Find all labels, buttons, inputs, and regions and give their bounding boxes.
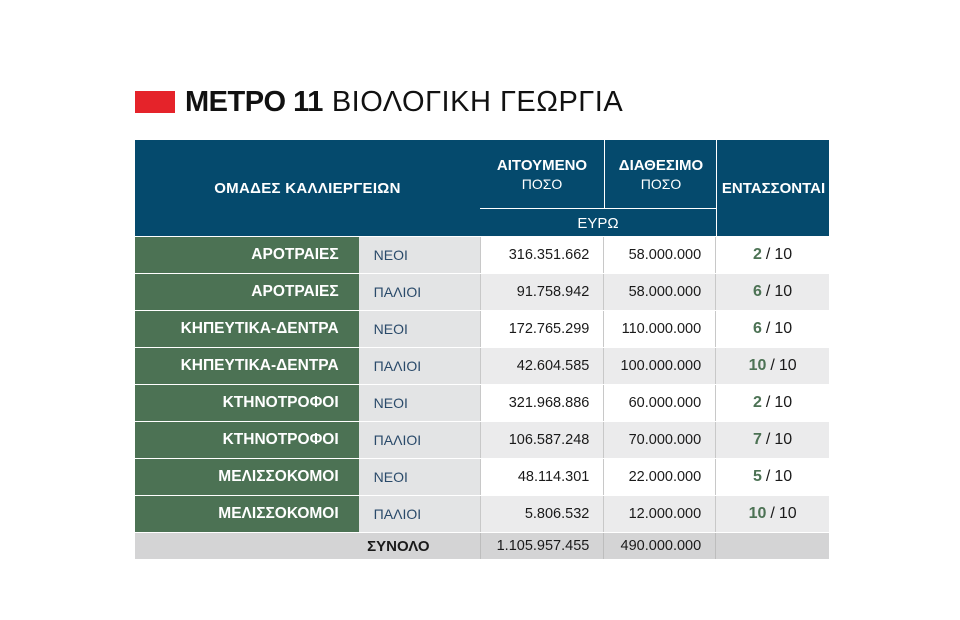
page-title <box>135 82 623 122</box>
cell-included <box>715 422 829 458</box>
included-count: 2 <box>753 394 762 411</box>
cell-available: 70.000.000 <box>603 422 715 458</box>
title-subject: ΒΙΟΛΟΓΙΚΗ ΓΕΩΡΓΙΑ <box>331 85 624 118</box>
table-row <box>135 422 829 458</box>
total-available: 490.000.000 <box>603 533 715 559</box>
header-included: ΕΝΤΑΣΣΟΝΤΑΙ <box>716 140 830 236</box>
included-count: 2 <box>753 246 762 263</box>
cell-group: ΚΗΠΕΥΤΙΚΑ-ΔΕΝΤΡΑ <box>135 348 359 384</box>
included-count: 6 <box>753 283 762 300</box>
cell-available: 12.000.000 <box>603 496 715 532</box>
table-row <box>135 311 829 347</box>
header-available-line2: ΠΟΣΟ <box>640 175 682 192</box>
cell-requested: 106.587.248 <box>480 422 604 458</box>
included-count: 10 <box>748 505 767 522</box>
cell-group: ΑΡΟΤΡΑΙΕΣ <box>135 237 359 273</box>
included-count: 10 <box>748 357 767 374</box>
total-row <box>135 533 829 559</box>
cell-included <box>715 348 829 384</box>
table-row <box>135 385 829 421</box>
header-requested-line1: ΑΙΤΟΥΜΕΝΟ <box>496 156 588 174</box>
included-count: 5 <box>753 468 762 485</box>
table-row <box>135 274 829 310</box>
cell-included <box>715 311 829 347</box>
cell-type: ΝΕΟΙ <box>359 385 480 421</box>
included-count: 6 <box>753 320 762 337</box>
cell-group: ΚΤΗΝΟΤΡΟΦΟΙ <box>135 385 359 421</box>
included-total: 10 <box>774 320 793 337</box>
cell-included <box>715 459 829 495</box>
table-row <box>135 459 829 495</box>
included-separator: / <box>765 320 771 337</box>
included-count: 7 <box>753 431 762 448</box>
cell-included <box>715 385 829 421</box>
cell-available: 100.000.000 <box>603 348 715 384</box>
included-total: 10 <box>774 394 793 411</box>
cell-group: ΑΡΟΤΡΑΙΕΣ <box>135 274 359 310</box>
included-separator: / <box>765 468 771 485</box>
included-separator: / <box>765 431 771 448</box>
included-separator: / <box>770 357 775 374</box>
header-available <box>604 140 717 208</box>
cell-available: 60.000.000 <box>603 385 715 421</box>
cell-type: ΠΑΛΙΟΙ <box>359 496 480 532</box>
cell-requested: 321.968.886 <box>480 385 604 421</box>
table-row <box>135 348 829 384</box>
cell-available: 22.000.000 <box>603 459 715 495</box>
title-measure: ΜΕΤΡΟ 11 <box>185 85 323 118</box>
cell-included <box>715 237 829 273</box>
included-total: 10 <box>774 246 793 263</box>
cell-available: 58.000.000 <box>603 237 715 273</box>
data-table <box>135 140 829 559</box>
cell-requested: 91.758.942 <box>480 274 604 310</box>
header-requested <box>480 140 604 208</box>
table-header <box>135 140 829 236</box>
cell-available: 110.000.000 <box>603 311 715 347</box>
cell-group: ΜΕΛΙΣΣΟΚΟΜΟΙ <box>135 496 359 532</box>
cell-included <box>715 496 829 532</box>
cell-group: ΜΕΛΙΣΣΟΚΟΜΟΙ <box>135 459 359 495</box>
title-accent-block <box>135 91 175 113</box>
included-total: 10 <box>774 468 793 485</box>
included-total: 10 <box>778 357 797 374</box>
cell-requested: 316.351.662 <box>480 237 604 273</box>
cell-group: ΚΗΠΕΥΤΙΚΑ-ΔΕΝΤΡΑ <box>135 311 359 347</box>
table-row <box>135 237 829 273</box>
included-separator: / <box>770 505 775 522</box>
total-label: ΣΥΝΟΛΟ <box>367 537 430 555</box>
cell-type: ΝΕΟΙ <box>359 237 480 273</box>
header-groups: ΟΜΑΔΕΣ ΚΑΛΛΙΕΡΓΕΙΩΝ <box>214 179 401 197</box>
cell-available: 58.000.000 <box>603 274 715 310</box>
cell-type: ΠΑΛΙΟΙ <box>359 274 480 310</box>
total-requested: 1.105.957.455 <box>480 533 604 559</box>
total-included-empty <box>715 533 829 559</box>
included-separator: / <box>765 246 771 263</box>
header-available-line1: ΔΙΑΘΕΣΙΜΟ <box>618 156 704 174</box>
included-separator: / <box>765 394 771 411</box>
cell-requested: 172.765.299 <box>480 311 604 347</box>
cell-group: ΚΤΗΝΟΤΡΟΦΟΙ <box>135 422 359 458</box>
cell-included <box>715 274 829 310</box>
table-body <box>135 237 829 532</box>
included-total: 10 <box>774 431 793 448</box>
cell-type: ΠΑΛΙΟΙ <box>359 348 480 384</box>
header-currency: ΕΥΡΩ <box>480 208 716 237</box>
table-row <box>135 496 829 532</box>
included-separator: / <box>765 283 771 300</box>
cell-requested: 5.806.532 <box>480 496 604 532</box>
cell-type: ΝΕΟΙ <box>359 311 480 347</box>
cell-type: ΝΕΟΙ <box>359 459 480 495</box>
included-total: 10 <box>778 505 797 522</box>
header-requested-line2: ΠΟΣΟ <box>521 175 563 192</box>
cell-requested: 48.114.301 <box>480 459 604 495</box>
cell-type: ΠΑΛΙΟΙ <box>359 422 480 458</box>
included-total: 10 <box>774 283 793 300</box>
cell-requested: 42.604.585 <box>480 348 604 384</box>
